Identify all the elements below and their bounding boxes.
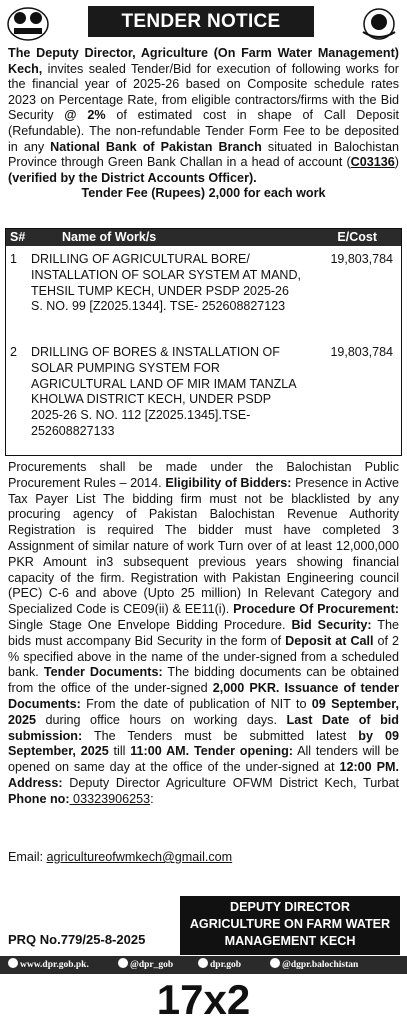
- email-link[interactable]: agricultureofwmkech@gmail.com: [46, 850, 233, 864]
- ad-size: 17x2: [156, 976, 251, 1023]
- tender-fee: Tender Fee (Rupees) 2,000 for each work: [81, 186, 326, 201]
- works-table: S# Name of Work/s E/Cost 1 DRILLING OF AGRICULTURAL BORE/ INSTALLATION OF SOLAR SYSTEM AT MAND, TEHSIL TUMP KECH, UNDER PSDP 2025-26 S. NO. 99 [Z2025.1344]. TSE- 252608827123 19,803,784 2 DRILLING OF BORES & INSTALLATION OF SOLAR PUMPING SYSTEM FOR AGRICULTURAL LAND OF MIR IMAM TANZLA KHOLWA DISTRICT KECH, UNDER PSDP 2025-26 S. NO. 112 [Z2025.1345].TSE- 252608827133 19,803,784: [5, 228, 402, 456]
- twitter-icon: [118, 958, 128, 968]
- instagram-link[interactable]: dpr.gob: [210, 960, 242, 970]
- notice-title: TENDER NOTICE: [88, 6, 314, 37]
- header-sn: S#: [10, 230, 26, 244]
- intro-paragraph: The Deputy Director, Agriculture (On Farm Water Management) Kech, invites sealed Tender/Bid for execution of following works for the financial year of 2025-26 based on Composite schedule rates 2023 on Percentage Rate, from eligible contractors/firms with the Bid Security @ 2% of estimated cost in shape of Call Deposit (Refundable). The non-refundable Tender Form Fee to be deposited in any National Bank of Pakistan Branch situated in Balochistan Province through Green Bank Challan in a head of account (C03136) (verified by the District Accounts Officer). Tender Fee (Rupees) 2,000 for each work: [8, 46, 399, 201]
- phone-link: 03323906253: [69, 791, 151, 806]
- signature-block: DEPUTY DIRECTOR AGRICULTURE ON FARM WATER MANAGEMENT KECH: [180, 896, 400, 955]
- header-work: Name of Work/s: [62, 230, 157, 244]
- government-emblem-logo: [6, 6, 50, 42]
- email-line: Email: agricultureofwmkech@gmail.com: [8, 850, 233, 864]
- header-cost: E/Cost: [337, 230, 377, 244]
- terms-paragraph: Procurements shall be made under the Balochistan Public Procurement Rules – 2014. Eligibility of Bidders: Presence in Active Tax Payer List The bidding firm must not be blacklisted by any procuring agency of Pakistan Balochistan Revenue Authority Registration is required The bidder must have completed 3 Assignment of similar nature of work Turn over of at least 12,000,000 PKR Amount in3 subsequent previous years showing financial capacity of the firm. Registration with Pakistan Engineering council (PEC) C-6 and above (Upto 25 million) In Relevant Category and Specialized Code is CE09(ii) & EE11(i). Procedure Of Procurement: Single Stage One Envelope Bidding Procedure. Bid Security: The bids must accompany Bid Security in the form of Deposit at Call of 2 % specified above in the name of the under-signed from a scheduled bank. Tender Documents: The bidding documents can be obtained from the office of the under-signed 2,000 PKR. Issuance of tender Documents: From the date of publication of NIT to 09 September, 2025 during office hours on working days. Last Date of bid submission: The Tenders must be submitted latest by 09 September, 2025 till 11:00 AM. Tender opening: All tenders will be opened on same day at the office of the under-signed at 12:00 PM. Address: Deputy Director Agriculture OFWM District Kech, Turbat Phone no: 03323906253:: [8, 460, 399, 806]
- instagram-icon: [198, 958, 208, 968]
- website-link[interactable]: www.dpr.gob.pk.: [20, 960, 89, 970]
- department-seal-logo: [357, 6, 401, 42]
- table-header: [6, 229, 401, 246]
- footer-bar: [0, 956, 407, 974]
- twitter-link[interactable]: @dpr_gob: [130, 960, 174, 970]
- facebook-icon: [270, 958, 280, 968]
- globe-icon: [8, 958, 18, 968]
- facebook-link[interactable]: @dgpr.balochistan: [282, 960, 359, 970]
- advertiser-name: The Deputy Director, Agriculture (On Farm Water Management) Kech,: [8, 46, 399, 76]
- prq-number: PRQ No.779/25-8-2025: [8, 932, 146, 947]
